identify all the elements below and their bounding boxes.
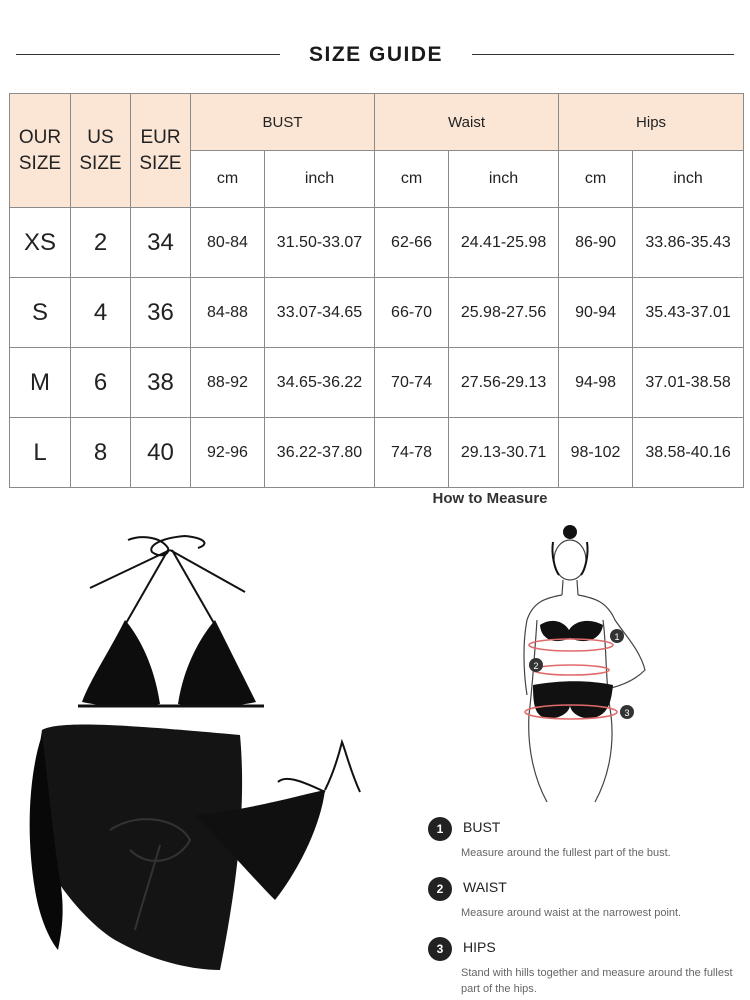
unit-header-hips-inch: inch: [633, 151, 744, 208]
measure-desc-hips: Stand with hills together and measure around the fullest part of the hips.: [461, 967, 733, 995]
cell-hips-inch: 37.01-38.58: [633, 348, 744, 418]
col-header-eur-size: EUR SIZE: [131, 94, 191, 208]
cell-hips-cm: 94-98: [559, 348, 633, 418]
cell-bust-inch: 36.22-37.80: [265, 418, 375, 488]
size-chart-table: [9, 93, 744, 488]
measure-label-hips: HIPS: [463, 939, 496, 955]
cell-our-size: XS: [10, 208, 71, 278]
cell-eur-size: 36: [131, 278, 191, 348]
measure-label-waist: WAIST: [463, 879, 507, 895]
cell-eur-size: 38: [131, 348, 191, 418]
col-header-our-size: OUR SIZE: [10, 94, 71, 208]
how-to-measure-title: How to Measure: [432, 490, 548, 507]
table-row: [10, 278, 744, 348]
cell-hips-inch: 33.86-35.43: [633, 208, 744, 278]
body-figure-illustration: [515, 520, 660, 805]
svg-text:2: 2: [533, 661, 539, 671]
cell-bust-inch: 33.07-34.65: [265, 278, 375, 348]
cell-bust-cm: 92-96: [191, 418, 265, 488]
cell-bust-cm: 84-88: [191, 278, 265, 348]
col-header-hips: Hips: [559, 94, 744, 151]
cell-waist-cm: 66-70: [375, 278, 449, 348]
bikini-set-image: [20, 530, 370, 980]
cell-waist-cm: 62-66: [375, 208, 449, 278]
svg-text:1: 1: [614, 632, 620, 642]
measure-label-bust: BUST: [463, 819, 501, 835]
cell-waist-inch: 24.41-25.98: [449, 208, 559, 278]
title-divider-right: [472, 54, 734, 55]
cell-eur-size: 40: [131, 418, 191, 488]
marker-1-icon: 1: [428, 817, 452, 841]
cell-hips-cm: 86-90: [559, 208, 633, 278]
unit-header-bust-inch: inch: [265, 151, 375, 208]
cell-waist-inch: 29.13-30.71: [449, 418, 559, 488]
cell-waist-cm: 70-74: [375, 348, 449, 418]
unit-header-hips-cm: cm: [559, 151, 633, 208]
svg-text:3: 3: [624, 708, 630, 718]
cell-eur-size: 34: [131, 208, 191, 278]
cell-bust-cm: 80-84: [191, 208, 265, 278]
table-row: [10, 208, 744, 278]
cell-our-size: L: [10, 418, 71, 488]
cell-hips-inch: 38.58-40.16: [633, 418, 744, 488]
table-row: [10, 348, 744, 418]
marker-3-icon: 3: [428, 937, 452, 961]
col-header-waist: Waist: [375, 94, 559, 151]
cell-us-size: 8: [71, 418, 131, 488]
unit-header-waist-inch: inch: [449, 151, 559, 208]
cell-bust-inch: 31.50-33.07: [265, 208, 375, 278]
measure-desc-bust: Measure around the fullest part of the bust.: [461, 847, 671, 859]
cell-us-size: 4: [71, 278, 131, 348]
title-divider-left: [16, 54, 280, 55]
cell-hips-inch: 35.43-37.01: [633, 278, 744, 348]
unit-header-bust-cm: cm: [191, 151, 265, 208]
unit-header-waist-cm: cm: [375, 151, 449, 208]
page-title: SIZE GUIDE: [308, 43, 444, 66]
col-header-bust: BUST: [191, 94, 375, 151]
size-guide-header: [0, 30, 750, 80]
measure-desc-waist: Measure around waist at the narrowest point.: [461, 907, 682, 919]
cell-waist-inch: 25.98-27.56: [449, 278, 559, 348]
cell-waist-inch: 27.56-29.13: [449, 348, 559, 418]
cell-bust-cm: 88-92: [191, 348, 265, 418]
cell-us-size: 6: [71, 348, 131, 418]
cell-us-size: 2: [71, 208, 131, 278]
col-header-us-size: US SIZE: [71, 94, 131, 208]
marker-2-icon: 2: [428, 877, 452, 901]
cell-hips-cm: 98-102: [559, 418, 633, 488]
cell-our-size: S: [10, 278, 71, 348]
cell-bust-inch: 34.65-36.22: [265, 348, 375, 418]
cell-hips-cm: 90-94: [559, 278, 633, 348]
cell-our-size: M: [10, 348, 71, 418]
cell-waist-cm: 74-78: [375, 418, 449, 488]
table-row: [10, 418, 744, 488]
